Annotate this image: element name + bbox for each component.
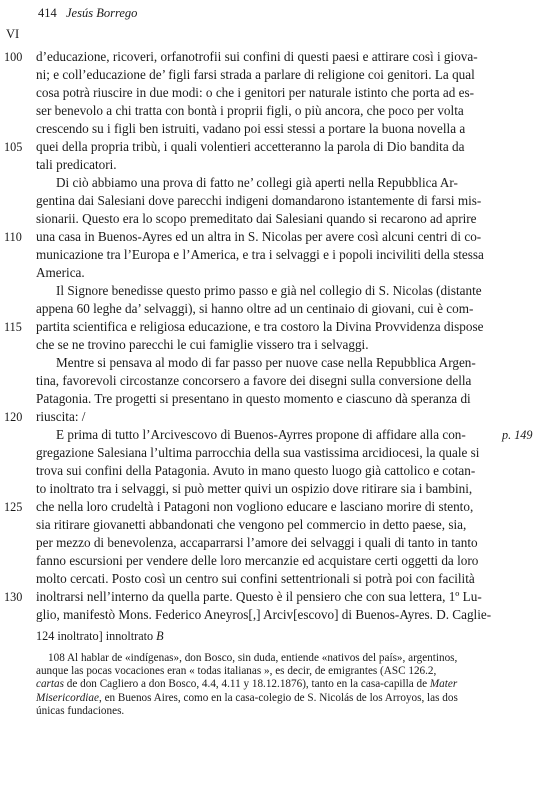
line-number: 105	[4, 140, 23, 154]
text-line: tali predicatori.	[36, 157, 117, 172]
line-number: 100	[4, 50, 23, 64]
line-number: 125	[4, 500, 23, 514]
margin-page-reference: p. 149	[502, 428, 533, 442]
page-number: 414	[38, 6, 57, 20]
line-number: 120	[4, 410, 23, 424]
footnote-text: , en Buenos Aires, como en la casa-colegio de S. Nicolás de los Arroyos, las dos	[98, 691, 458, 704]
text-line: riuscita: /	[36, 409, 86, 424]
text-line: sionarii. Questo era lo scopo premeditato dai Salesiani quando si recarono ad aprire	[36, 211, 477, 226]
footnote-text: Al hablar de «indígenas», don Bosco, sin duda, entiende «nativos del país», argentinos,	[66, 652, 458, 664]
footnote-text: únicas fundaciones.	[36, 704, 125, 717]
line-number: 130	[4, 590, 23, 604]
footnote-text: aunque las pocas vocaciones eran « todas italianas », es decir, de emigrantes (ASC 126.2,	[36, 665, 437, 678]
text-line: che nella loro crudeltà i Patagoni non vogliono educare e lasciano morire di stento,	[36, 499, 474, 514]
text-line: Di ciò abbiamo una prova di fatto ne’ collegi già aperti nella Repubblica Ar-	[56, 175, 458, 190]
line-number: 110	[4, 230, 22, 244]
apparatus-siglum: B	[156, 629, 164, 643]
text-line: to inoltrato tra i selvaggi, si può metter quivi un ospizio dove ritirare sia i bambini,	[36, 481, 473, 496]
text-line: ser benevolo a chi tratta con bontà i proprii figli, o più ancora, che poco per volta	[36, 103, 464, 118]
footnote-italic: Mater	[429, 678, 458, 691]
text-line: inoltrarsi nell’interno da quella parte. Questo è il pensiero che con sua lettera, 1º Lu-	[36, 589, 482, 604]
text-line: municazione tra l’Europa e l’America, e tra i selvaggi e i popoli inciviliti della stessa	[36, 247, 484, 262]
text-line: fanno escursioni per vendere delle loro mercanzie ed acquistare certi oggetti da loro	[36, 553, 479, 568]
running-head-author: Jesús Borrego	[66, 6, 138, 20]
text-line: cosa potrà riuscire in due modi: o che i genitori per naturale istinto che porta ad es-	[36, 85, 474, 100]
text-line: per mezzo di benevolenza, accaparrarsi l’amore dei selvaggi i quali di tanto in tanto	[36, 535, 478, 550]
text-line: quei della propria tribù, i quali volentieri accetteranno la parola di Dio bandita da	[36, 139, 465, 154]
text-line: gregazione Salesiana l’ultima parrocchia della sua vastissima arcidiocesi, la quale si	[36, 445, 480, 460]
text-line: d’educazione, ricoveri, orfanotrofii sui confini di questi paesi e attirare così i giova-	[36, 49, 478, 64]
footnote-italic: Misericordiae	[36, 691, 99, 704]
text-line: tina, favorevoli circostanze concorsero a favore dei disegni sulla conversione della	[36, 373, 472, 388]
line-number: 115	[4, 320, 22, 334]
text-line: partita scientifica e religiosa educazione, e tra costoro la Divina Provvidenza dispose	[36, 319, 484, 334]
footnote-text: de don Cagliero a don Bosco, 4.4, 4.11 y 18.12.1876), tanto en la casa-capilla de	[63, 678, 430, 691]
text-line: gentina dai Salesiani dove parecchi indigeni domandarono istantemente di farsi mis-	[36, 193, 482, 208]
text-line: che se ne trovino parecchi le cui famiglie vissero tra i selvaggi.	[36, 337, 369, 352]
text-line: appena 60 leghe da’ selvaggi), si hanno oltre ad un centinaio di giovani, cui è com-	[36, 301, 474, 316]
text-line: molto cercati. Posto così un centro sui confini settentrionali si potrà poi con facilità	[36, 571, 475, 586]
text-line: America.	[36, 265, 85, 280]
text-line: trova sui confini della Patagonia. Avuto in mano questo luogo già cattolico e cotan-	[36, 463, 476, 478]
text-line: una casa in Buenos-Ayres ed un altra in S. Nicolas per avere così alcuni centri di co-	[36, 229, 482, 244]
critical-apparatus	[36, 628, 164, 644]
text-line: ni; e coll’educazione de’ figli farsi strada a parlare di religione coi genitori. La qual	[36, 67, 475, 82]
text-line: crescendo su i figli ben istruiti, vadano poi essi stessi a portare la buona novella a	[36, 121, 466, 136]
text-line: sia ritirare giovanetti abbandonati che vengono pel commercio in detto paese, sia,	[36, 517, 467, 532]
text-line: E prima di tutto l’Arcivescovo di Buenos-Ayrres propone di affidare alla con-	[56, 427, 466, 442]
text-line: Mentre si pensava al modo di far passo per nuove case nella Repubblica Argen-	[56, 355, 476, 370]
footnote-ref: 108	[48, 652, 65, 664]
text-line: Patagonia. Tre progetti si presentano in questo momento e ciascuno dà speranza di	[36, 391, 471, 406]
footnote-italic: cartas	[36, 678, 64, 691]
section-number: VI	[6, 27, 20, 41]
text-line: Il Signore benedisse questo primo passo e già nel collegio di S. Nicolas (distante	[56, 283, 482, 298]
text-line: glio, manifestò Mons. Federico Aneyros[,] Arciv[escovo] di Buenos-Ayres. D. Caglie-	[36, 607, 492, 622]
footnotes	[36, 652, 502, 724]
footnote-108	[36, 652, 502, 718]
apparatus-text: inoltrato] innoltrato	[54, 629, 157, 643]
apparatus-line-ref: 124	[36, 629, 55, 643]
